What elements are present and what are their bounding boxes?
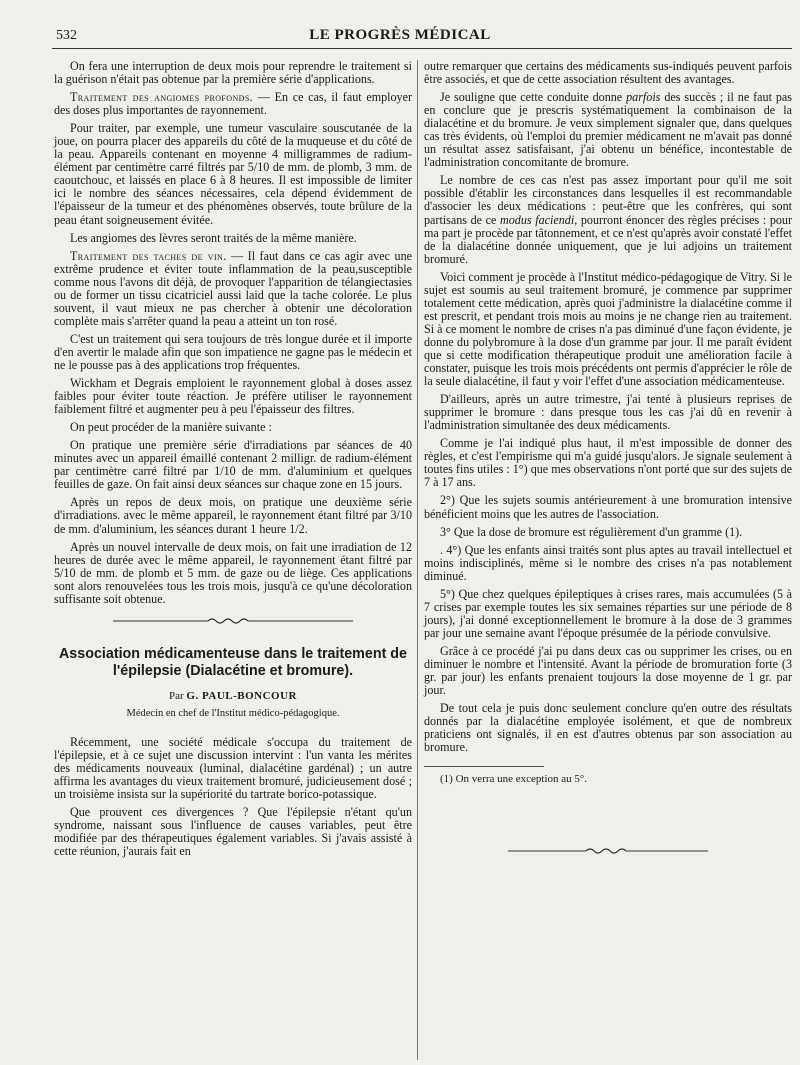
paragraph: Récemment, une société médicale s'occupa du traitement de l'épilepsie, et à ce sujet une discussion intervint : l'un vanta les mérites des médicaments nouveaux (luminal, dialacétine gardénal) ; un autre affirma les avantages du vieux traitement bromuré, judicieusement dosé ; un troisième insista sur la supériorité du tartrate borico-potassique. — [54, 734, 412, 802]
paragraph: Je souligne que cette conduite donne parfois des succès ; il ne faut pas en conclure que je prescris systématiquement la combinaison de la dialacétine et du bromure. Je veux simplement signaler que, dans quelques cas très évidents, où l'emploi du premier médicament ne m'avait pas donné un résultat assez satisfaisant, j'ai obtenu un bénéfice, incontestable de l'administration concomitante de bromure. — [424, 90, 792, 170]
paragraph: Comme je l'ai indiqué plus haut, il m'est impossible de donner des règles, et c'est l'empirisme qui m'a guidé jusqu'alors. Je signale seulement à toutes fins utiles : 1°) que mes observations n'ont porté que sur des sujets de 7 à 17 ans. — [424, 436, 792, 490]
paragraph: Wickham et Degrais emploient le rayonnement global à doses assez faibles pour éviter toute réaction. Je préfère utiliser le rayonnement faiblement filtré et augmenter peu à peu l'épaisseur des filtres. — [54, 376, 412, 417]
paragraph: . 4°) Que les enfants ainsi traités sont plus aptes au travail intellectuel et moins indisciplinés, même si le nombre des crises n'a pas notablement diminué. — [424, 542, 792, 583]
paragraph: On pratique une première série d'irradiations par séances de 40 minutes avec un appareil émaillé contenant 2 milligr. de radium-élément par centimètre carré filtré par 1/10 de mm. d'aluminium et quelques feuilles de gaze. On fait ainsi deux séances sur chaque zone en 15 jours. — [54, 438, 412, 492]
byline: Par G. PAUL-BONCOUR — [169, 689, 297, 702]
footnote-rule — [424, 766, 544, 767]
ornamental-rule — [424, 846, 792, 859]
author-affiliation: Médecin en chef de l'Institut médico-pédagogique. — [126, 707, 340, 719]
paragraph: 2°) Que les sujets soumis antérieurement à une bromuration intensive bénéficient moins que les autres de l'association. — [424, 493, 792, 521]
right-column — [424, 60, 792, 859]
column-divider — [417, 60, 418, 1060]
wave-divider-icon — [508, 846, 708, 856]
header-rule — [52, 48, 792, 49]
page-header — [0, 26, 800, 48]
paragraph: Traitement des taches de vin. — Il faut dans ce cas agir avec une extrême prudence et éviter toute inflammation de la peau,susceptible comme nous l'avons dit déjà, de provoquer l'apparition de télangiectasies ou de former un tissu cicatriciel aussi laid que la tache colorée. Le plus souvent, il vaut mieux ne pas chercher à obtenir une décoloration complète mais s'arrêter quand la peau a atteint un ton rosé. — [54, 248, 412, 328]
paragraph: Les angiomes des lèvres seront traités de la même manière. — [70, 230, 357, 245]
ornamental-rule — [54, 616, 412, 628]
paragraph: 5°) Que chez quelques épileptiques à crises rares, mais accumulées (5 à 7 crises par exemple toutes les six semaines réparties sur une période de 8 jours), j'ai donné exceptionnellement le bromure à la dose de 3 grammes par jour une semaine avant l'époque présumée de la période convulsive. — [424, 586, 792, 640]
journal-title: LE PROGRÈS MÉDICAL — [309, 27, 491, 43]
paragraph: De tout cela je puis donc seulement conclure qu'en outre des résultats donnés par la dialacétine employée isolément, et que de nombreux praticiens ont signalés, il en est d'autres obtenus par son association au bromure. — [424, 701, 792, 755]
paragraph: Voici comment je procède à l'Institut médico-pédagogique de Vitry. Si le sujet est soumis au seul traitement bromuré, je commence par supprimer totalement cette médication, après quoi j'administre la dialacétine comme il est prescrit, et pendant trois mois au moins je ne change rien au traitement. Si à ce moment le nombre de crises n'a pas diminué d'une façon évidente, je donne du polybromure à la dose d'un gramme par jour. Il me paraît évident que si cette modification thérapeutique produit une amélioration facile à constater, puisque les trois mois précédents ont permis d'apprécier le rôle de la seule dialacétine, il faut y voir l'effet d'une association médicamenteuse. — [424, 269, 792, 389]
paragraph: Après un repos de deux mois, on pratique une deuxième série d'irradiations. avec le même appareil, le rayonnement étant filtré par 3/10 de mm. d'aluminium, les séances durant 1 heure 1/2. — [54, 495, 412, 536]
paragraph: On fera une interruption de deux mois pour reprendre le traitement si la guérison n'était pas obtenue par la première série d'applications. — [54, 59, 412, 87]
paragraph: 3° Que la dose de bromure est régulièrement d'un gramme (1). — [440, 524, 743, 539]
author-name: G. PAUL-BONCOUR — [186, 689, 297, 702]
paragraph: C'est un traitement qui sera toujours de très longue durée et il importe d'en avertir le malade afin que son impatience ne gagne pas le médecin et ne le pousse pas à des applications trop fréquentes. — [54, 331, 412, 372]
paragraph: outre remarquer que certains des médicaments sus-indiqués peuvent parfois être associés, et que de cette association résultent des avantages. — [424, 59, 792, 87]
paragraph: Pour traiter, par exemple, une tumeur vasculaire souscutanée de la joue, on pourra placer des appareils du côté de la muqueuse et du côté de la peau. Appareils contenant en moyenne 4 milligrammes de radium-élément par centimètre carré filtrés par 5/10 de mm. de plomb, 3 mm. de caoutchouc, et laissés en place 6 à 8 heures. Il est impossible de limiter ici le nombre des séances nécessaires, cela dépend évidemment de l'épaisseur de la tumeur et des phénomènes observés, toute brûlure de la peau étant soigneusement évitée. — [54, 121, 412, 227]
paragraph: Que prouvent ces divergences ? Que l'épilepsie n'étant qu'un syndrome, naissant sous l'influence de causes variables, peut être modifiée par des thérapeutiques également variables. Si j'avais assisté à cette réunion, j'aurais fait en — [54, 805, 412, 859]
wave-divider-icon — [113, 616, 353, 626]
section-heading: Traitement des taches de vin. — [70, 248, 227, 263]
paragraph: D'ailleurs, après un autre trimestre, j'ai tenté à plusieurs reprises de supprimer le bromure : dans presque tous les cas j'ai dû en revenir à l'administration simultanée des deux médicaments. — [424, 392, 792, 433]
paragraph: On peut procéder de la manière suivante : — [70, 420, 272, 435]
left-column — [54, 60, 412, 863]
paragraph: Après un nouvel intervalle de deux mois, on fait une irradiation de 12 heures de durée avec le même appareil, le rayonnement étant filtré par 5/10 de mm. de plomb et 5 mm. de gaze ou de liège. Ces applications sont alors renouvelées tous les trois mois, jusqu'à ce qu'une décoloration suffisante soit obtenue. — [54, 539, 412, 606]
paragraph: Traitement des angiomes profonds. — En ce cas, il faut employer des doses plus importantes de rayonnement. — [54, 90, 412, 118]
article-title: Association médicamenteuse dans le traitement de l'épilepsie (Dialacétine et bromure). — [58, 645, 407, 679]
page-number: 532 — [56, 28, 77, 43]
paragraph: Grâce à ce procédé j'ai pu dans deux cas ou supprimer les crises, ou en diminuer le nombre et l'intensité. Avant la période de bromuration forte (3 gr. par jour) les enfants prenaient toujours la dose moyenne de 1 gr. par jour. — [424, 643, 792, 698]
section-heading: Traitement des angiomes profonds. — [70, 90, 254, 105]
footnote: (1) On verra une exception au 5°. — [440, 773, 588, 786]
paragraph: Le nombre de ces cas n'est pas assez important pour qu'il me soit possible d'établir les circonstances dans lesquelles il est recommandable d'associer les deux médications : peut-être que les confrères, qui sont partisans de ce modus faciendi, pourront énoncer des règles précises : pour ma part je procède par tâtonnement, et ce n'est qu'après avoir constaté l'effet de la dialacétine donnée uniquement, que je lui adjoins un traitement bromuré. — [424, 173, 793, 266]
